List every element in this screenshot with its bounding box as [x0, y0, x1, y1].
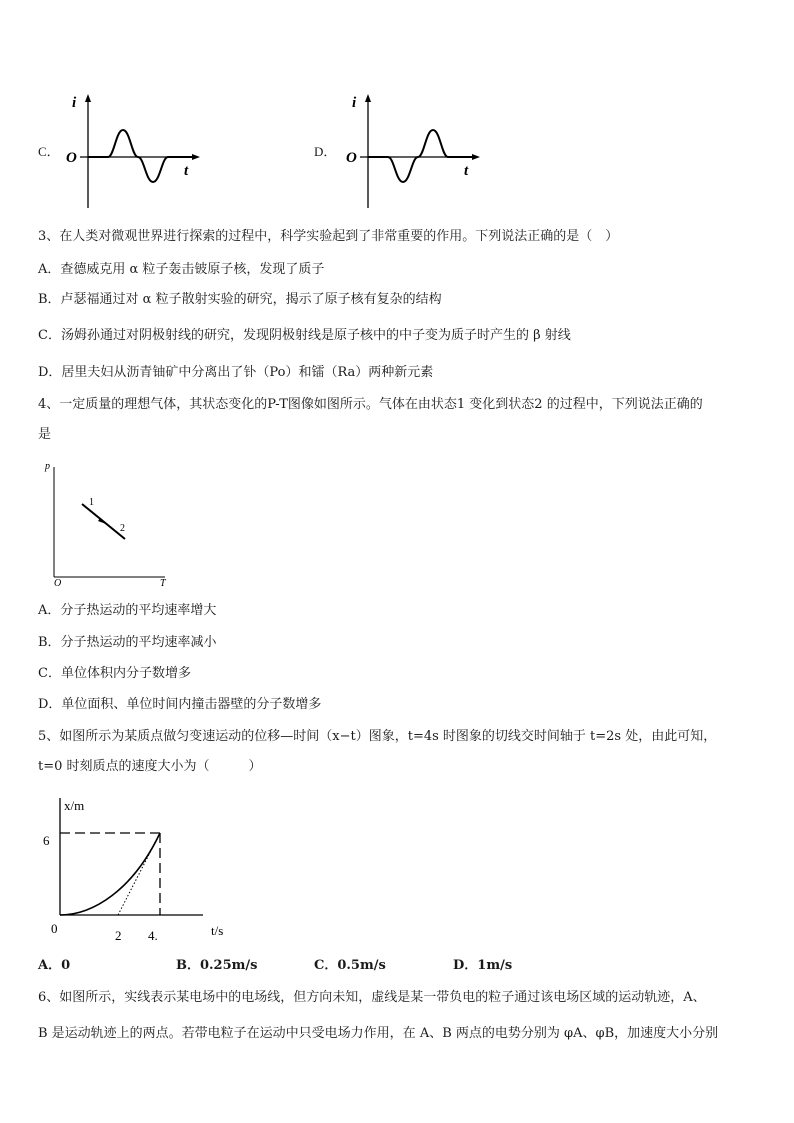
position-curve	[60, 833, 160, 915]
q4-option-d: D．单位面积、单位时间内撞击器壁的分子数增多	[38, 697, 322, 712]
q5-stem-line1: 5、如图所示为某质点做匀变速运动的位移—时间（x−t）图象，t=4s 时图象的切线交时间轴于 t=2s 处，由此可知，	[38, 729, 717, 744]
q3-option-a: A．查德威克用 α 粒子轰击铍原子核，发现了质子	[38, 262, 325, 277]
q4-option-a: A．分子热运动的平均速率增大	[38, 603, 217, 618]
xt-graph	[38, 790, 248, 945]
q6-line1: 6、如图所示，实线表示某电场中的电场线，但方向未知，虚线是某一带负电的粒子通过该电场区域的运动轨迹，A、	[38, 990, 706, 1005]
option-c-label: C．	[38, 144, 60, 159]
state-1-label: 1	[89, 497, 94, 508]
y-axis-label: i	[352, 95, 357, 111]
q5-option-a: A．0	[38, 958, 71, 973]
origin-label: 0	[51, 921, 58, 936]
x-tick-4: 4.	[148, 928, 158, 943]
origin-label: O	[54, 578, 62, 589]
pt-graph	[40, 455, 180, 590]
q5-option-c: C．0.5m/s	[314, 958, 386, 973]
x-axis-label: t	[464, 163, 469, 179]
q5-option-d: D．1m/s	[453, 958, 513, 973]
q6-line2: B 是运动轨迹上的两点。若带电粒子在运动中只受电场力作用，在 A、B 两点的电势分别为 φA、φB，加速度大小分别	[38, 1026, 719, 1041]
current-curve	[88, 130, 196, 182]
y-axis-arrow	[365, 94, 371, 102]
y-axis-label: i	[72, 95, 77, 111]
y-axis-label: p	[45, 461, 50, 472]
x-tick-2: 2	[115, 928, 122, 943]
y-axis-label: x/m	[64, 798, 85, 813]
option-d-label: D．	[314, 144, 337, 159]
x-axis-label: T	[160, 578, 166, 589]
q3-option-d: D．居里夫妇从沥青铀矿中分离出了钋（Po）和镭（Ra）两种新元素	[38, 365, 434, 380]
y-axis-arrow	[85, 94, 91, 102]
x-axis-label: t	[184, 163, 189, 179]
origin-label: O	[66, 150, 77, 166]
x-axis-label: t/s	[211, 923, 224, 938]
q5-option-b: B．0.25m/s	[176, 958, 258, 973]
q4-option-b: B．分子热运动的平均速率减小	[38, 635, 217, 650]
current-curve	[368, 130, 476, 182]
q3-option-c: C．汤姆孙通过对阴极射线的研究，发现阴极射线是原子核中的中子变为质子时产生的 β 射线	[38, 328, 571, 343]
q4-stem-line2: 是	[38, 427, 52, 442]
y-tick-6: 6	[43, 833, 50, 848]
q5-stem-line2: t=0 时刻质点的速度大小为（ ）	[38, 759, 262, 774]
q4-option-c: C．单位体积内分子数增多	[38, 666, 191, 681]
q4-stem-line1: 4、一定质量的理想气体，其状态变化的P-T图像如图所示。气体在由状态1 变化到状态2 的过程中，下列说法正确的	[38, 397, 703, 412]
q3-stem: 3、在人类对微观世界进行探索的过程中，科学实验起到了非常重要的作用。下列说法正确的是（ ）	[38, 229, 619, 244]
graph-d	[338, 90, 488, 210]
origin-label: O	[346, 150, 357, 166]
state-2-label: 2	[120, 523, 125, 534]
q3-option-b: B．卢瑟福通过对 α 粒子散射实验的研究，揭示了原子核有复杂的结构	[38, 292, 442, 307]
graph-c	[58, 90, 208, 210]
